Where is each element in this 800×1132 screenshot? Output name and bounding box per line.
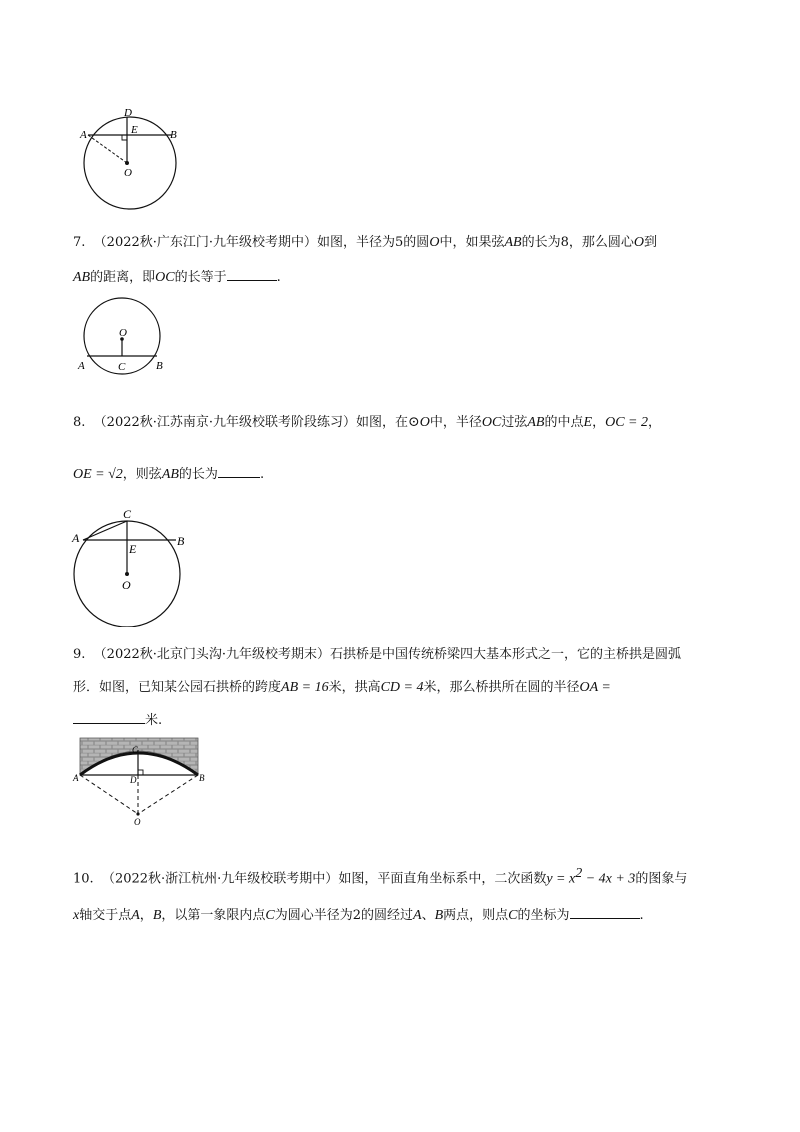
label-A: A xyxy=(72,531,80,545)
label-E: E xyxy=(131,124,138,136)
answer-blank-10[interactable] xyxy=(570,906,640,919)
figure-q6 xyxy=(78,104,188,216)
label-B: B xyxy=(170,129,177,141)
question-8: 8. （2022秋·江苏南京·九年级校联考阶段练习）如图，在⊙O中，半径OC过弦AB的中点E，OC = 2， xyxy=(73,415,661,430)
answer-blank-7[interactable] xyxy=(227,268,277,281)
figure-q7 xyxy=(74,295,174,380)
figure-q8 xyxy=(68,502,193,627)
label-C: C xyxy=(118,361,126,373)
label-O: O xyxy=(119,327,127,339)
label-O: O xyxy=(134,817,141,827)
question-9-line3: 米. xyxy=(73,711,162,731)
question-7-line2: AB的距离，即OC的长等于 . xyxy=(73,270,281,285)
answer-blank-8[interactable] xyxy=(218,465,260,478)
label-B: B xyxy=(199,773,205,783)
question-10: 10. （2022秋·浙江杭州·九年级校联考期中）如图，平面直角坐标系中，二次函数$y = x^2 - 4x + 3$的图象与 xyxy=(73,866,688,887)
question-8-line2: OE = √2，则弦AB的长为 . xyxy=(73,467,265,482)
label-B: B xyxy=(156,360,163,372)
figure-q9 xyxy=(70,733,210,833)
label-A: A xyxy=(80,129,87,141)
label-E: E xyxy=(129,542,137,556)
label-A: A xyxy=(73,773,79,783)
label-B: B xyxy=(177,534,185,548)
label-D: D xyxy=(124,107,132,119)
question-9: 9. （2022秋·北京门头沟·九年级校考期末）石拱桥是中国传统桥梁四大基本形式之一，它的主桥拱是圆弧 xyxy=(73,647,682,662)
label-A: A xyxy=(78,360,85,372)
answer-blank-9[interactable] xyxy=(73,711,145,724)
label-D: D xyxy=(130,775,137,785)
label-C: C xyxy=(123,507,132,521)
label-C: C xyxy=(132,745,139,755)
question-9-line2: 形．如图，已知某公园石拱桥的跨度AB = 16米，拱高CD = 4米，那么桥拱所在圆的半径OA = xyxy=(73,680,611,695)
question-7: 7. （2022秋·广东江门·九年级校考期中）如图，半径为5的圆O中，如果弦AB的长为8，那么圆心O到 xyxy=(73,235,657,250)
label-O: O xyxy=(124,167,132,179)
label-O: O xyxy=(122,578,131,592)
question-10-line2: x轴交于点A，B，以第一象限内点C为圆心半径为2的圆经过A、B两点，则点C的坐标为 . xyxy=(73,908,644,923)
